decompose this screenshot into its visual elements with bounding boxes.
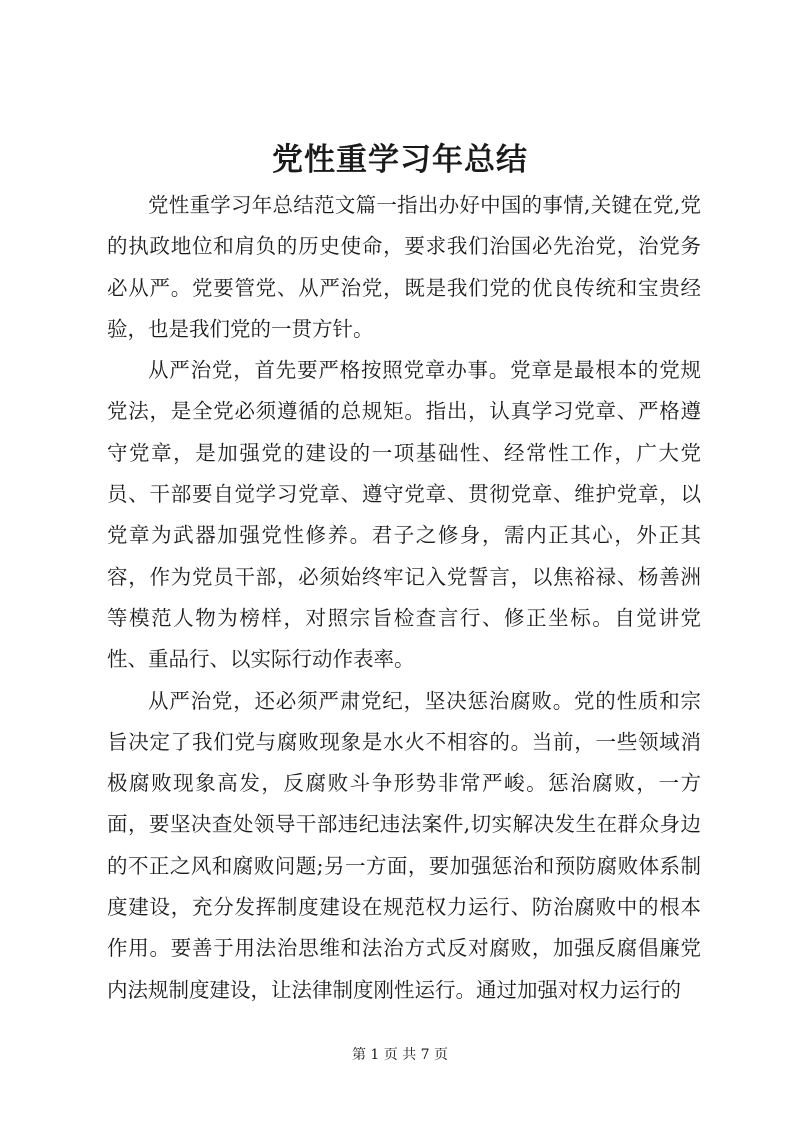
page-number-footer: 第 1 页 共 7 页 (351, 1047, 449, 1063)
paragraph-1: 党性重学习年总结范文篇一指出办好中国的事情,关键在党,党的执政地位和肩负的历史使命，要求我们治国必先治党，治党务必从严。党要管党、从严治党，既是我们党的优良传统和宝贵经验，也是我们党的一贯方针。 (107, 193, 701, 341)
document-body (107, 185, 701, 1011)
paragraph-3: 从严治党，还必须严肃党纪，坚决惩治腐败。党的性质和宗旨决定了我们党与腐败现象是水火不相容的。当前，一些领域消极腐败现象高发，反腐败斗争形势非常严峻。惩治腐败，一方面，要坚决查处领导干部违纪违法案件,切实解决发生在群众身边的不正之风和腐败问题;另一方面，要加强惩治和预防腐败体系制度建设，充分发挥制度建设在规范权力运行、防治腐败中的根本作用。要善于用法治思维和法治方式反对腐败，加强反腐倡廉党内法规制度建设，让法律制度刚性运行。通过加强对权力运行的 (107, 688, 701, 1002)
document-title: 党性重学习年总结 (272, 142, 528, 178)
paragraph-2: 从严治党，首先要严格按照党章办事。党章是最根本的党规党法，是全党必须遵循的总规矩。指出，认真学习党章、严格遵守党章，是加强党的建设的一项基础性、经常性工作，广大党员、干部要自觉学习党章、遵守党章、贯彻党章、维护党章，以党章为武器加强党性修养。君子之修身，需内正其心，外正其容，作为党员干部，必须始终牢记入党誓言，以焦裕禄、杨善洲等模范人物为榜样，对照宗旨检查言行、修正坐标。自觉讲党性、重品行、以实际行动作表率。 (107, 358, 701, 672)
